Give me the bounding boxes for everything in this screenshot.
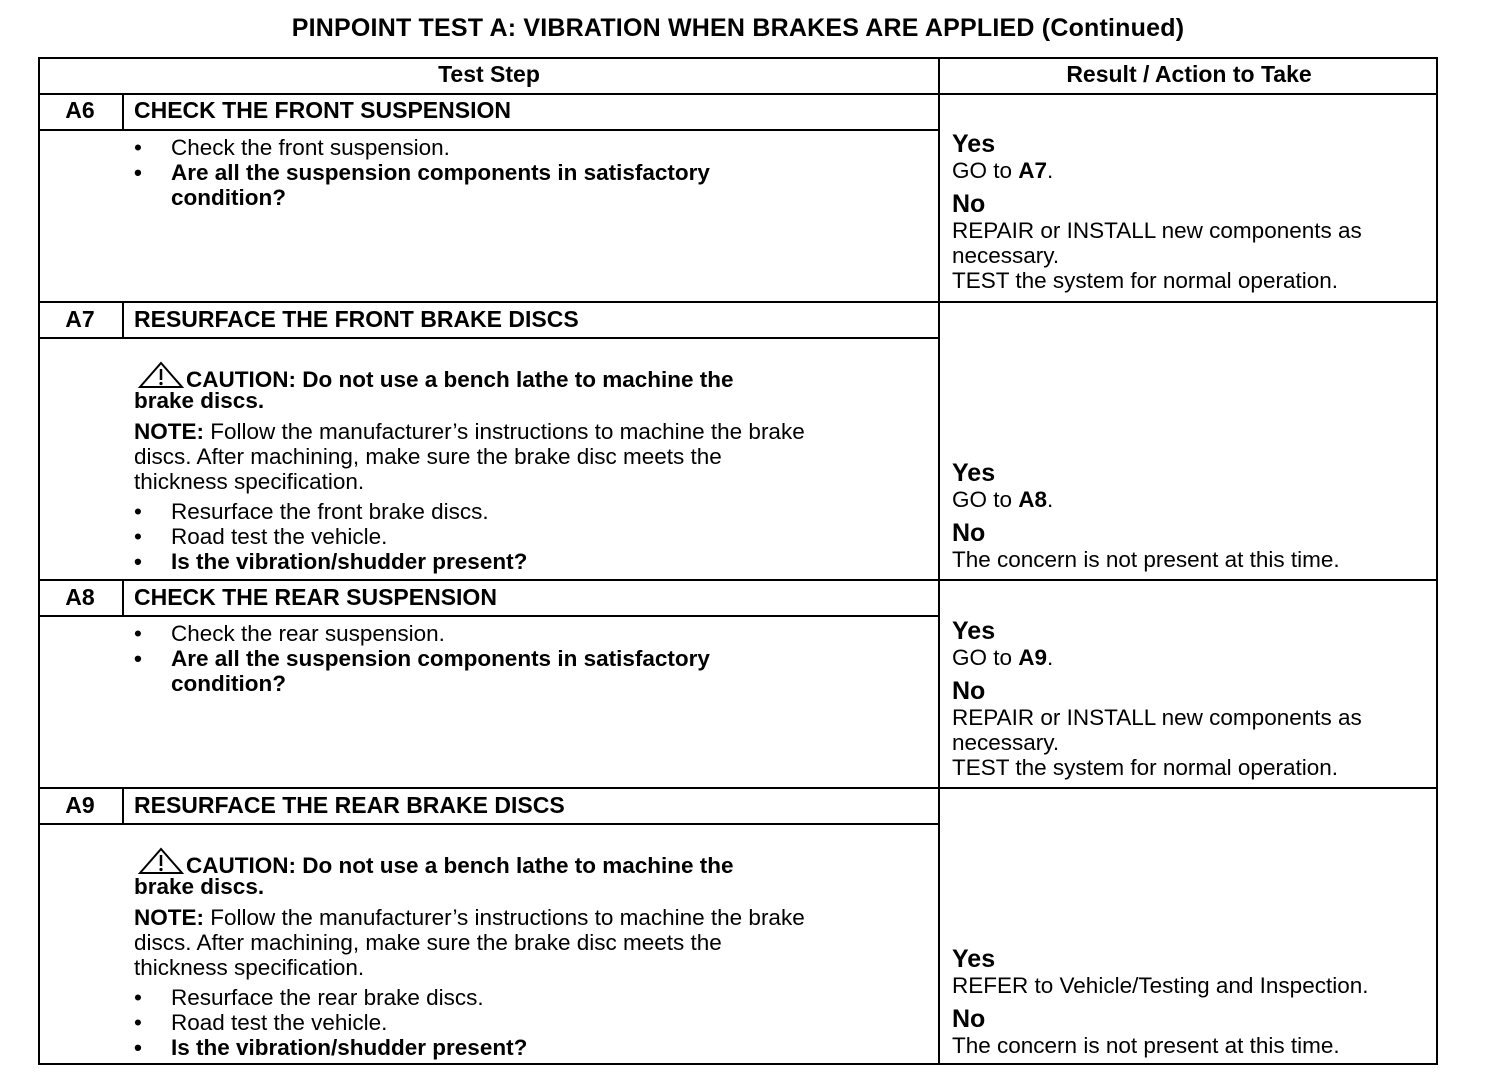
note-text-cont: thickness specification. xyxy=(134,955,365,980)
no-action-line: REPAIR or INSTALL new components as xyxy=(952,705,1362,730)
step-id-a6: A6 xyxy=(65,97,95,123)
step-id-divider xyxy=(122,95,124,131)
step-divider xyxy=(40,579,1436,581)
yes-label: Yes xyxy=(952,130,996,158)
yes-label: Yes xyxy=(952,945,996,973)
yes-action: GO to A9. xyxy=(952,645,1054,670)
goto-a8-link[interactable]: A8 xyxy=(1018,487,1048,512)
step-title-divider xyxy=(40,129,938,131)
note-text: NOTE: Follow the manufacturer’s instructions to machine the brake xyxy=(134,905,805,930)
no-action-line: TEST the system for normal operation. xyxy=(952,268,1338,293)
goto-a7-link[interactable]: A7 xyxy=(1018,158,1048,183)
step-title-a8: CHECK THE REAR SUSPENSION xyxy=(134,584,497,610)
step-divider xyxy=(40,787,1436,789)
header-test-step: Test Step xyxy=(438,61,540,87)
step-title-divider xyxy=(40,337,938,339)
step-title-divider xyxy=(40,823,938,825)
no-action-line: The concern is not present at this time. xyxy=(952,547,1340,572)
yes-label: Yes xyxy=(952,459,996,487)
warning-triangle-icon xyxy=(134,361,186,389)
caution-text: CAUTION: Do not use a bench lathe to machine the xyxy=(134,847,734,878)
goto-a9-link[interactable]: A9 xyxy=(1018,645,1048,670)
no-label: No xyxy=(952,677,986,705)
result-a9 xyxy=(952,946,1368,1058)
no-label: No xyxy=(952,190,986,218)
step-title-divider xyxy=(40,615,938,617)
step-id-a7: A7 xyxy=(65,306,95,332)
step-id-divider xyxy=(122,303,124,339)
page-title: PINPOINT TEST A: VIBRATION WHEN BRAKES ARE APPLIED (Continued) xyxy=(291,14,1185,42)
no-action-line: necessary. xyxy=(952,243,1060,268)
no-action-line: REPAIR or INSTALL new components as xyxy=(952,218,1362,243)
caution-text-cont: brake discs. xyxy=(134,874,265,899)
step-id-divider xyxy=(122,581,124,617)
no-label: No xyxy=(952,519,986,547)
step-divider xyxy=(40,301,1436,303)
note-text-cont: discs. After machining, make sure the brake disc meets the xyxy=(134,930,722,955)
note-text-cont: discs. After machining, make sure the brake disc meets the xyxy=(134,444,722,469)
step-id-a9: A9 xyxy=(65,792,95,818)
header-divider xyxy=(40,93,1436,95)
yes-action: GO to A7. xyxy=(952,158,1054,183)
note-text-cont: thickness specification. xyxy=(134,469,365,494)
step-title-a9: RESURFACE THE REAR BRAKE DISCS xyxy=(134,792,565,818)
no-label: No xyxy=(952,1005,986,1033)
no-action-line: TEST the system for normal operation. xyxy=(952,755,1338,780)
pinpoint-test-table: Test Step Result / Action to Take A6 CHECK THE FRONT SUSPENSION • Check the front suspension. • Are all the suspension components in satisfactory condition? Yes GO to A7. No REPAIR or INSTALL new components as necessary. TEST the system for normal operation. A7 RESURFACE THE FRONT BRAKE DISCS CAUTION: Do not use a bench lathe to machine the brake discs. NOTE: Follow the manufacturer’s instructions to machine the brake discs. After machining, make sure the brake disc meets the thickness specification. • Resurface the front brake discs. • Road test the vehicle. • Is the vibration/shudder present? Yes GO to A8. No The concern is not present at this time. A8 CHECK THE REAR SUSPENSION • Check the rear suspension. • Are all the suspension components in satisfactory condition? Yes GO to A9. No REPAIR or INSTALL new components as necessary. TEST the system for normal operation. A9 RESURFACE THE REAR BRAKE DISCS CAUTION: Do not use a bench lathe to machine the brake discs. NOTE: Follow the manufacturer’s instructions to machine the brake discs. After machining, make sure the brake disc meets the thickness specification. • Resurface the rear brake discs. • Road test the vehicle. • Is the vibration/shudder present? Yes REFER to Vehicle/Testing and Inspection. No The concern is not present at this time. xyxy=(38,57,1438,1065)
step-id-a8: A8 xyxy=(65,584,95,610)
step-title-a7: RESURFACE THE FRONT BRAKE DISCS xyxy=(134,306,579,332)
caution-text: CAUTION: Do not use a bench lathe to machine the xyxy=(134,361,734,392)
result-a8 xyxy=(952,618,1362,780)
warning-triangle-icon xyxy=(134,847,186,875)
no-action-line: The concern is not present at this time. xyxy=(952,1033,1340,1058)
result-a6 xyxy=(952,131,1362,293)
column-divider xyxy=(938,59,940,1063)
note-text: NOTE: Follow the manufacturer’s instructions to machine the brake xyxy=(134,419,805,444)
caution-text-cont: brake discs. xyxy=(134,388,265,413)
yes-action: GO to A8. xyxy=(952,487,1054,512)
no-action-line: necessary. xyxy=(952,730,1060,755)
step-title-a6: CHECK THE FRONT SUSPENSION xyxy=(134,97,511,123)
header-result-action: Result / Action to Take xyxy=(1066,61,1312,87)
yes-label: Yes xyxy=(952,617,996,645)
result-a7 xyxy=(952,460,1340,572)
yes-action: REFER to Vehicle/Testing and Inspection. xyxy=(952,973,1369,998)
step-id-divider xyxy=(122,789,124,825)
